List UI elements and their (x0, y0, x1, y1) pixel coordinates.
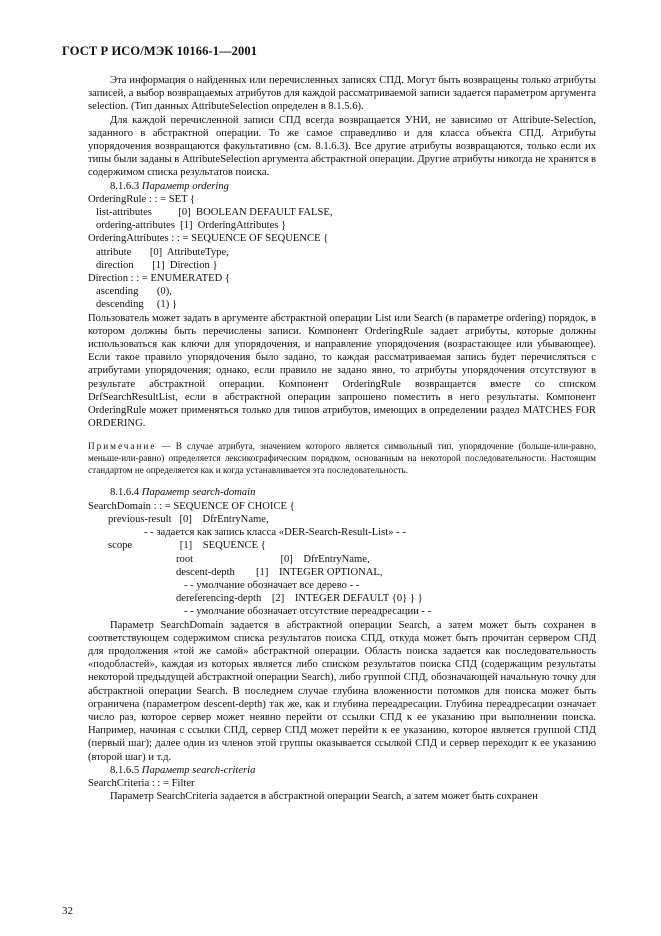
section-number: 8.1.6.4 (110, 487, 140, 499)
section-title: Параметр search-criteria (141, 764, 256, 776)
code-line: descent-depth [1] INTEGER OPTIONAL, (176, 566, 383, 578)
code-line: SearchCriteria : : = Filter (88, 777, 195, 789)
code-line: root [0] DfrEntryName, (176, 553, 370, 565)
paragraph: Пользователь может задать в аргументе абстрактной операции List или Search (в параметре ordering) порядок, в котором должны быть перечислены записи. Компонент OrderingRule задает атрибуты, которые должны использоваться как ключи для упорядочения, и направление упорядочения (возрастающее или убывающее). Если такое правило упорядочения было задано, то каждая рассматриваемая запись будет перечисляться с атрибутами упорядочения; однако, если правило не задано явно, то атрибуты упорядочения отсутствуют в результате абстрактной операции. Компонент OrderingRule возвращается вместе со списком DrfSearchResultList, если в абстрактной операции запрошено поместить в него результаты. Компонент OrderingRule может применяться только для типов атрибутов, имеющих в определении раздел MATCHES FOR ORDERING. (88, 312, 596, 430)
section-title: Параметр ordering (141, 180, 229, 192)
code-line: scope [1] SEQUENCE { (108, 540, 266, 552)
paragraph: Для каждой перечисленной записи СПД всегда возвращается УНИ, не зависимо от Attribute-Selection, заданного в абстрактной операции. То же самое справедливо и для класса объекта СПД. Атрибуты упорядочения возвращаются факультативно (см. 8.1.6.3). Все другие атрибуты возвращаются, только если их типы были заданы в AttributeSelection аргумента абстрактной операции. Другие атрибуты никогда не хранятся в содержимом списка результатов поиска. (88, 114, 596, 179)
code-line: previous-result [0] DfrEntryName, (108, 513, 269, 525)
code-line: OrderingRule : : = SET { (88, 193, 196, 205)
section-title: Параметр search-domain (141, 487, 256, 499)
code-line: attribute [0] AttributeType, (96, 246, 229, 258)
note-text: — В случае атрибута, значением которого является символьный тип, упорядочение (больше-или-равно, меньше-или-равно) определяется лексикографическим порядком, основанным на некоторой последовательности. Настоящим стандартом не определяется как и когда устанавливается эта последовательность. (88, 441, 596, 476)
note-label: Примечание (88, 441, 157, 452)
code-line: - - задается как запись класса «DER-Search-Result-List» - - (144, 527, 406, 539)
section-heading (88, 764, 596, 777)
paragraph: Параметр SearchCriteria задается в абстрактной операции Search, а затем может быть сохранен (110, 791, 538, 803)
code-line: - - умолчание обозначает отсутствие переадресации - - (184, 606, 432, 618)
section-number: 8.1.6.5 (110, 764, 140, 776)
code-line: direction [1] Direction } (96, 259, 218, 271)
section-number: 8.1.6.3 (110, 180, 140, 192)
page-body (88, 74, 596, 803)
section-heading (88, 180, 596, 193)
note (88, 440, 596, 476)
code-line: ascending (0), (96, 286, 172, 298)
code-line: - - умолчание обозначает все дерево - - (184, 579, 360, 591)
section-heading (88, 486, 596, 499)
code-line: SearchDomain : : = SEQUENCE OF CHOICE { (88, 500, 295, 512)
code-line: OrderingAttributes : : = SEQUENCE OF SEQUENCE { (88, 233, 329, 245)
code-line: dereferencing-depth [2] INTEGER DEFAULT {0} } } (176, 593, 423, 605)
code-line: list-attributes [0] BOOLEAN DEFAULT FALSE, (96, 207, 333, 219)
page-number: 32 (62, 905, 73, 917)
paragraph: Эта информация о найденных или перечисленных записях СПД. Могут быть возвращены только атрибуты записей, а выбор возвращаемых атрибутов для каждой рассматриваемой записи задается параметром аргумента selection. (Тип данных AttributeSelection определен в 8.1.5.6). (88, 75, 596, 113)
code-line: descending (1) } (96, 299, 177, 311)
document-header: ГОСТ Р ИСО/МЭК 10166-1—2001 (62, 44, 258, 58)
code-line: Direction : : = ENUMERATED { (88, 273, 230, 285)
paragraph: Параметр SearchDomain задается в абстрактной операции Search, а затем может быть сохранен в соответствующем содержимом списка результатов поиска СПД, откуда может быть прочитан сервером СПД для продолжения «той же самой» абстрактной операции. Область поиска задается как последовательность «подобластей», каждая из которых является либо списком результатов поиска СПД (содержащим результаты некоторой предыдущей абстрактной операции Search), либо группой СПД, обозначающей начальную точку для абстрактной операции Search. В последнем случае глубина вложенности потомков для поиска может быть ограничена (параметром descent-depth) так же, как и глубина переадресации. Глубина переадресации означает число раз, которое сервер может неявно перейти от ссылки СПД к ее указанию при выполнении поиска. Например, начиная с ссылки СПД, сервер СПД может перейти к ее указанию, которое является группой СПД (первый шаг); далее один из членов этой группы оказывается ссылкой СПД и сервер переходит к ее указанию (второй шаг) и т.д. (88, 619, 596, 763)
code-line: ordering-attributes [1] OrderingAttributes } (96, 220, 287, 232)
